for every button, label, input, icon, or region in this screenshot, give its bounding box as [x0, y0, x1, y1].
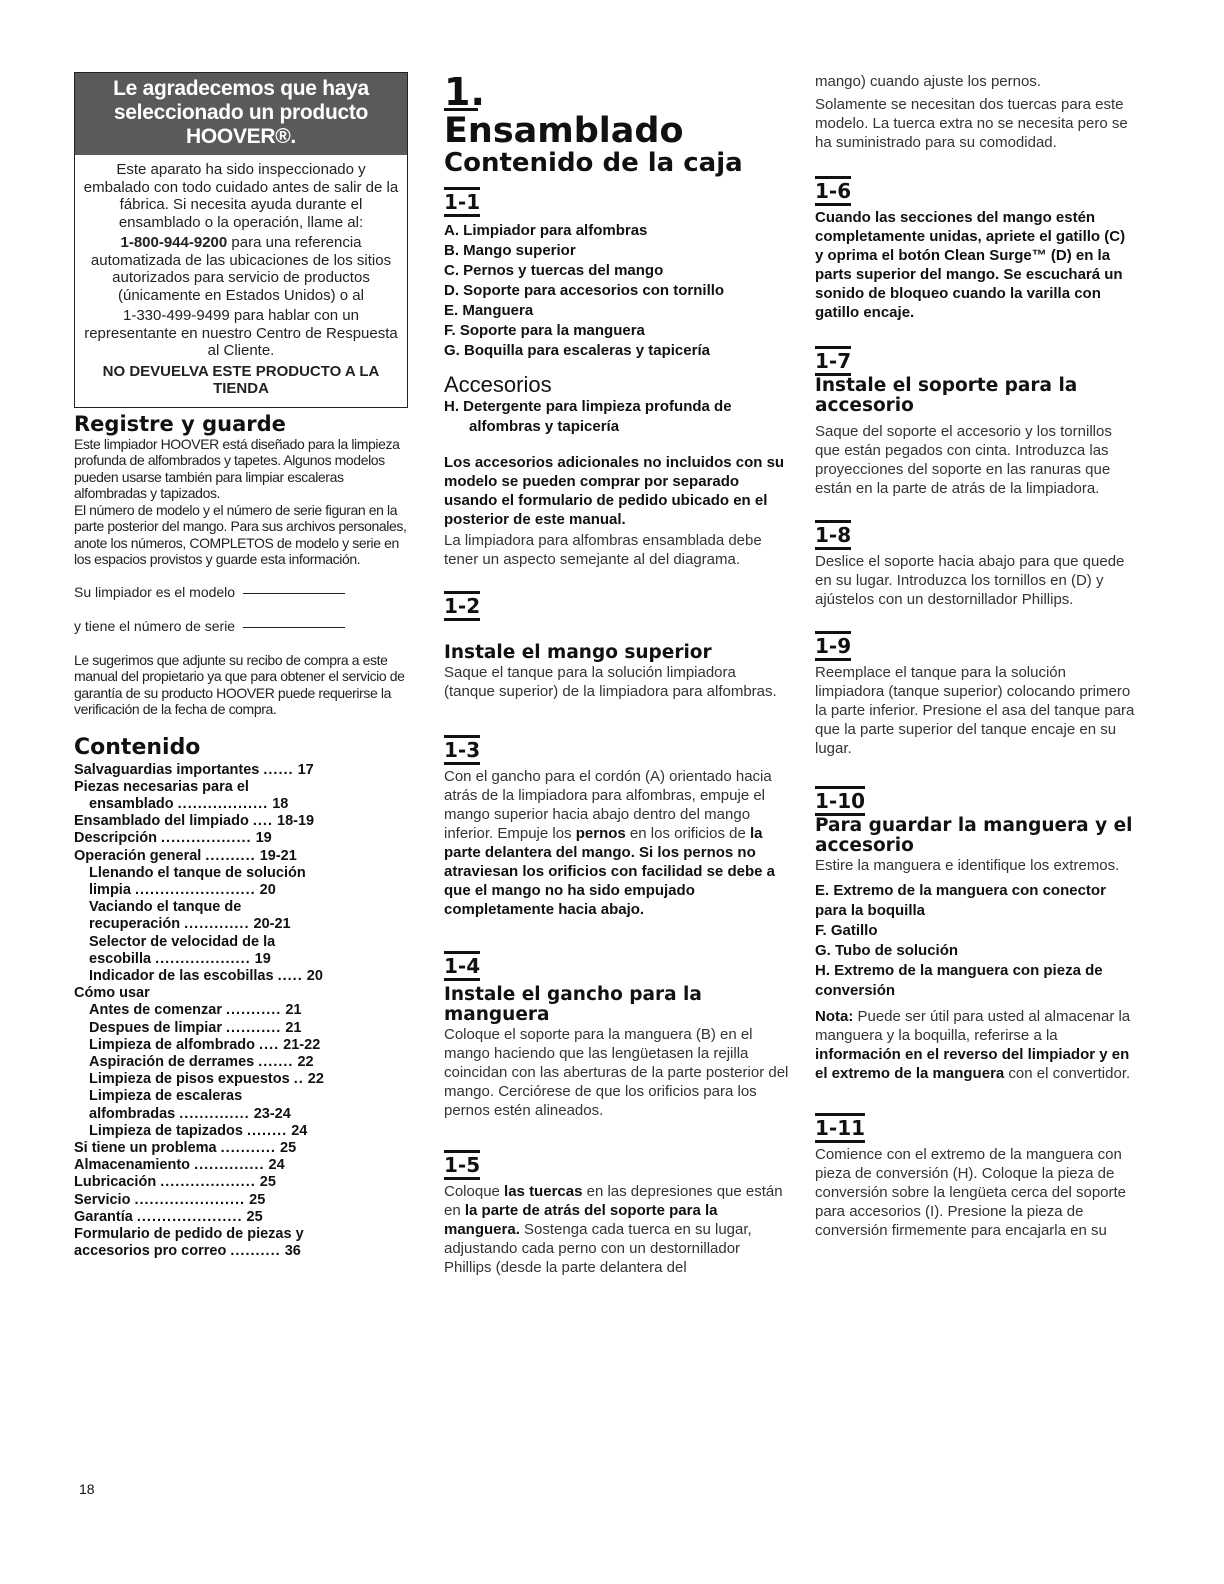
- toc-page-number: 19-21: [259, 847, 297, 864]
- step-title: Para guardar la manguera y el accesorio: [815, 815, 1133, 856]
- step-number: 1-3: [444, 735, 480, 765]
- step-1-10: [815, 786, 1135, 1083]
- toc-item-text: Indicador de las escobillas: [89, 967, 274, 984]
- toc-page-number: 24: [268, 1157, 285, 1174]
- text-run: Con el gancho para el cordón (A) orientado hacia atrás de la limpiadora para alfombras, empuje el mango superior hacia abajo dentro del mango inferior. Empuje los: [444, 768, 772, 842]
- toc-leader-dots: ...................: [160, 1174, 256, 1191]
- toc-page-number: 21: [285, 1002, 302, 1019]
- list-item: E. Manguera: [444, 302, 534, 319]
- toc-item-text: Lubricación: [74, 1174, 157, 1191]
- list-item: H. Extremo de la manguera con pieza de conversión: [815, 962, 1103, 999]
- toc-item: [74, 899, 408, 916]
- toc-item: [74, 1174, 408, 1191]
- toc-leader-dots: ......................: [134, 1191, 246, 1208]
- list-item: F. Soporte para la manguera: [444, 322, 645, 339]
- accessories-list: [444, 397, 789, 437]
- toc-item: [74, 865, 408, 882]
- toc-item: [74, 968, 408, 985]
- toc-item-text: Llenando el tanque de solución: [89, 864, 306, 881]
- toc-page-number: 22: [307, 1071, 324, 1088]
- list-item: H. Detergente para limpieza profunda de alfombras y tapicería: [444, 398, 732, 435]
- step-1-1: [444, 187, 789, 569]
- text-run: las tuercas: [504, 1183, 583, 1200]
- toc-item-text: Servicio: [74, 1191, 131, 1208]
- step-number: 1-9: [815, 631, 851, 661]
- register-title: Registre y guarde: [74, 411, 286, 436]
- toc-leader-dots: ......: [263, 761, 294, 778]
- toc-leader-dots: ..................: [177, 795, 269, 812]
- list-item: B. Mango superior: [444, 242, 576, 259]
- step-title: Instale el soporte para la accesorio: [815, 375, 1078, 416]
- phone-number: 1-800-944-9200: [120, 234, 228, 251]
- step-title: Instale el gancho para la manguera: [444, 984, 702, 1025]
- toc-item-text: Almacenamiento: [74, 1157, 191, 1174]
- toc-page-number: 19: [255, 830, 272, 847]
- toc-page-number: 36: [284, 1243, 301, 1260]
- toc-page-number: 23-24: [253, 1105, 291, 1122]
- toc-item: [74, 779, 408, 796]
- toc-leader-dots: .....................: [136, 1208, 243, 1225]
- serial-label: y tiene el número de serie: [74, 617, 236, 634]
- toc-item-text: Formulario de pedido de piezas y: [74, 1225, 304, 1242]
- step-number: 1-10: [815, 786, 865, 816]
- toc-leader-dots: ..........: [230, 1243, 281, 1260]
- list-item: C. Pernos y tuercas del mango: [444, 262, 664, 279]
- middle-column: [444, 72, 789, 1277]
- step-text: Deslice el soporte hacia abajo para que quede en su lugar. Introduzca los tornillos en (D) y ajústelos con un destornillador Phillips.: [815, 553, 1125, 608]
- toc-item-text: Selector de velocidad de la: [89, 933, 276, 950]
- register-p1: Este limpiador HOOVER está diseñado para la limpieza profunda de alfombrados y tapetes. Algunos modelos pueden usarse también para limpiar escaleras alfombradas y tapizados.: [74, 435, 400, 501]
- model-blank-line: [243, 592, 345, 594]
- toc-item: [74, 951, 408, 968]
- step-text: Estire la manguera e identifique los extremos.: [815, 857, 1120, 874]
- toc-page-number: 24: [291, 1122, 308, 1139]
- text-run: con el convertidor.: [1004, 1065, 1131, 1082]
- toc-item-text: Piezas necesarias para el: [74, 778, 249, 795]
- thanks-p2-text: para una referencia automatizada de las ubicaciones de los sitios autorizados para servicio de productos (únicamente en Estados Unidos) o al: [90, 234, 392, 304]
- box-contents-list: [444, 221, 789, 361]
- toc-item: [74, 1037, 408, 1054]
- toc-item: [74, 1140, 408, 1157]
- step-1-8: [815, 520, 1135, 609]
- toc-item-text: Salvaguardias importantes: [74, 761, 260, 778]
- list-item: E. Extremo de la manguera con conector para la boquilla: [815, 882, 1106, 919]
- hose-parts-list: [815, 881, 1135, 1001]
- toc-item-text: Operación general: [74, 847, 202, 864]
- step-1-11: [815, 1113, 1135, 1240]
- toc-item: [74, 934, 408, 951]
- toc-page-number: 20-21: [253, 916, 291, 933]
- toc-item-text: Despues de limpiar: [89, 1019, 222, 1036]
- toc-item: [74, 1002, 408, 1019]
- toc-item: [74, 916, 408, 933]
- toc-item-text: Limpieza de tapizados: [89, 1122, 243, 1139]
- toc-item: [74, 762, 408, 779]
- toc-item: [74, 813, 408, 830]
- toc-leader-dots: ...........: [220, 1139, 276, 1156]
- step-number: 1-2: [444, 591, 480, 621]
- toc-item: [74, 1088, 408, 1105]
- toc-leader-dots: ..................: [161, 830, 252, 847]
- right-column: [815, 72, 1135, 1240]
- left-column: [74, 72, 408, 1260]
- text-run: información en el reverso del limpiador y en el extremo de la manguera: [815, 1046, 1130, 1082]
- toc-item-text: limpia: [89, 881, 131, 898]
- toc-leader-dots: ..............: [194, 1157, 265, 1174]
- storage-note: [815, 1007, 1135, 1083]
- text-run: Nota:: [815, 1008, 854, 1025]
- step-number: 1-11: [815, 1113, 865, 1143]
- step-text: [444, 1182, 789, 1277]
- toc-item: [74, 1071, 408, 1088]
- text-run: Sostenga cada tuerca en su lugar, adjustando cada perno con un destornillador Phillips (desde la parte delantera del: [444, 1221, 752, 1276]
- toc-item-text: Garantía: [74, 1208, 133, 1225]
- toc-leader-dots: ........................: [134, 881, 256, 898]
- toc-leader-dots: ........: [246, 1122, 288, 1139]
- step-1-3: [444, 735, 789, 919]
- toc-item: [74, 848, 408, 865]
- text-run: en las depresiones que están en: [444, 1183, 783, 1219]
- register-p3: Le sugerimos que adjunte su recibo de compra a este manual del propietario ya que para obtener el servicio de garantía de su producto HOOVER puede requerirse la verificación de la fecha de compra.: [74, 651, 405, 717]
- toc-item-text: Antes de comenzar: [89, 1002, 222, 1019]
- contents-title: Contenido: [74, 734, 201, 760]
- toc-page-number: 19: [254, 950, 271, 967]
- accessories-title: Accesorios: [444, 372, 552, 397]
- toc-item-text: accesorios pro correo: [74, 1243, 227, 1260]
- step-number: 1-1: [444, 187, 480, 217]
- toc-item-text: Cómo usar: [74, 985, 150, 1002]
- step-text: [444, 767, 789, 919]
- toc-page-number: 25: [280, 1139, 297, 1156]
- toc-item: [74, 1123, 408, 1140]
- toc-leader-dots: ..........: [205, 847, 256, 864]
- toc-item: [74, 1020, 408, 1037]
- toc-page-number: 20: [259, 881, 276, 898]
- list-item: G. Tubo de solución: [815, 942, 959, 959]
- nuts-note: Solamente se necesitan dos tuercas para este modelo. La tuerca extra no se necesita pero se ha suministrado para su comodidad.: [815, 96, 1128, 151]
- toc-leader-dots: ....: [259, 1036, 280, 1053]
- toc-page-number: 25: [246, 1208, 263, 1225]
- text-run: Coloque: [444, 1183, 505, 1200]
- toc-item: [74, 830, 408, 847]
- toc-page-number: 25: [259, 1174, 276, 1191]
- toc-leader-dots: .......: [258, 1053, 294, 1070]
- text-run: la parte de atrás del soporte para la manguera.: [444, 1202, 718, 1238]
- toc-leader-dots: ....: [252, 813, 273, 830]
- step-1-2: [444, 591, 789, 701]
- list-item: F. Gatillo: [815, 922, 878, 939]
- toc-leader-dots: ..: [293, 1071, 304, 1088]
- page-number: 18: [79, 1481, 95, 1497]
- toc-page-number: 22: [297, 1053, 314, 1070]
- list-item: A. Limpiador para alfombras: [444, 222, 648, 239]
- toc-item-text: Limpieza de alfombrado: [89, 1036, 255, 1053]
- step-text: Saque el tanque para la solución limpiadora (tanque superior) de la limpiadora para alfombras.: [444, 664, 777, 700]
- toc-leader-dots: ...........: [226, 1019, 282, 1036]
- step-text: Reemplace el tanque para la solución limpiadora (tanque superior) colocando primero la parte inferior. Presione el asa del tanque para que la parte superior del tanque encaje en su lugar.: [815, 664, 1135, 757]
- thanks-heading: Le agradecemos que haya seleccionado un producto HOOVER®.: [75, 73, 407, 155]
- chapter-title: Ensamblado: [444, 111, 684, 151]
- step-1-9: [815, 631, 1135, 758]
- toc-item-text: alfombradas: [89, 1105, 176, 1122]
- toc-item: [74, 985, 408, 1002]
- step-1-7: [815, 346, 1135, 498]
- toc-item-text: recuperación: [89, 916, 181, 933]
- text-run: en los orificios de: [625, 825, 750, 842]
- thanks-p1: Este aparato ha sido inspeccionado y embalado con todo cuidado antes de salir de la fábrica. Si necesita ayuda durante el ensamblado o la operación, llame al:: [83, 161, 399, 231]
- toc-leader-dots: ...................: [155, 950, 251, 967]
- step-text: Comience con el extremo de la manguera con pieza de conversión (H). Coloque la pieza de conversión sobre la lengüeta cerca del soporte para accesorios (I). Presione la pieza de conversión firmemente para encajarla en su: [815, 1146, 1127, 1239]
- step-number: 1-8: [815, 520, 851, 550]
- serial-field: [74, 618, 408, 634]
- toc-item: [74, 1192, 408, 1209]
- step-1-5: [444, 1150, 789, 1277]
- toc-item: [74, 1054, 408, 1071]
- step-number: 1-7: [815, 346, 851, 376]
- step-number: 1-4: [444, 951, 480, 981]
- toc-page-number: 18: [272, 795, 289, 812]
- toc-leader-dots: .............: [184, 916, 250, 933]
- return-warning: NO DEVUELVA ESTE PRODUCTO A LA TIENDA: [102, 362, 380, 397]
- step-number: 1-6: [815, 176, 851, 206]
- step-1-4: [444, 951, 789, 1120]
- step-text: Saque del soporte el accesorio y los tornillos que están pegados con cinta. Introduzca las proyecciones del soporte en las ranuras que están en la parte de atrás de la limpiadora.: [815, 423, 1112, 497]
- step-number: 1-5: [444, 1150, 480, 1180]
- toc-item-text: ensamblado: [89, 795, 174, 812]
- toc-item: [74, 1243, 408, 1260]
- toc-page-number: 20: [306, 967, 323, 984]
- chapter-subtitle: Contenido de la caja: [444, 148, 743, 178]
- diagram-note: La limpiadora para alfombras ensamblada debe tener un aspecto semejante al del diagrama.: [444, 532, 762, 568]
- toc-item-text: Limpieza de pisos expuestos: [89, 1071, 290, 1088]
- toc-item-text: Limpieza de escaleras: [89, 1088, 243, 1105]
- step-1-6: [815, 176, 1135, 322]
- thanks-p2: [83, 234, 399, 304]
- text-run: pernos: [575, 825, 626, 842]
- toc-item: [74, 1226, 408, 1243]
- toc-item: [74, 1157, 408, 1174]
- toc-item-text: Descripción: [74, 830, 157, 847]
- list-item: G. Boquilla para escaleras y tapicería: [444, 342, 710, 359]
- chapter-number: 1.: [444, 72, 789, 111]
- toc-page-number: 25: [249, 1191, 266, 1208]
- toc-item-text: Ensamblado del limpiado: [74, 813, 249, 830]
- model-field: [74, 584, 408, 600]
- toc-leader-dots: ..............: [179, 1105, 250, 1122]
- continued-text: mango) cuando ajuste los pernos.: [815, 73, 1041, 90]
- serial-blank-line: [243, 626, 345, 628]
- table-of-contents: [74, 762, 408, 1261]
- text-run: Puede ser útil para usted al almacenar la manguera y la boquilla, referirse a la: [815, 1008, 1131, 1044]
- step-title: Instale el mango superior: [444, 642, 712, 663]
- toc-page-number: 17: [297, 761, 314, 778]
- register-p2: El número de modelo y el número de serie figuran en la parte posterior del mango. Para sus archivos personales, anote los números, COMPLETOS de modelo y serie en los espacios provistos y guarde esta información.: [74, 501, 407, 567]
- toc-item: [74, 1106, 408, 1123]
- register-section: [74, 412, 408, 718]
- text-run: la parte delantera del mango. Si los pernos no atraviesan los orificios con facilidad se debe a que el mango no ha sido empujado completamente hacia abajo.: [444, 825, 775, 918]
- thanks-p3: 1-330-499-9499 para hablar con un representante en nuestro Centro de Respuesta al Cliente.: [84, 307, 398, 359]
- thanks-box: [74, 72, 408, 408]
- toc-item: [74, 882, 408, 899]
- toc-item-text: Vaciando el tanque de: [89, 899, 242, 916]
- toc-page-number: 21: [285, 1019, 302, 1036]
- toc-leader-dots: ...........: [226, 1002, 282, 1019]
- toc-page-number: 18-19: [277, 813, 315, 830]
- accessories-note: Los accesorios adicionales no incluidos con su modelo se pueden comprar por separado usando el formulario de pedido ubicado en el posterior de este manual.: [444, 454, 785, 528]
- toc-page-number: 21-22: [283, 1036, 321, 1053]
- toc-item-text: escobilla: [89, 950, 152, 967]
- toc-leader-dots: .....: [277, 967, 303, 984]
- list-item: D. Soporte para accesorios con tornillo: [444, 282, 725, 299]
- thanks-body: [75, 155, 407, 407]
- step-text: Coloque el soporte para la manguera (B) en el mango haciendo que las lengüetasen la rejilla coincidan con las aberturas de la parte posterior del mango. Cerciórese de que los orificios para los pernos estén alineados.: [444, 1026, 789, 1119]
- toc-item: [74, 796, 408, 813]
- step-text: Cuando las secciones del mango estén completamente unidas, apriete el gatillo (C) y oprima el botón Clean Surge™ (D) en la parts superior del mango. Se escuchará un sonido de bloqueo cuando la varilla con gatillo encaje.: [815, 209, 1126, 321]
- toc-item: [74, 1209, 408, 1226]
- toc-item-text: Si tiene un problema: [74, 1139, 217, 1156]
- model-label: Su limpiador es el modelo: [74, 583, 236, 600]
- toc-item-text: Aspiración de derrames: [89, 1053, 255, 1070]
